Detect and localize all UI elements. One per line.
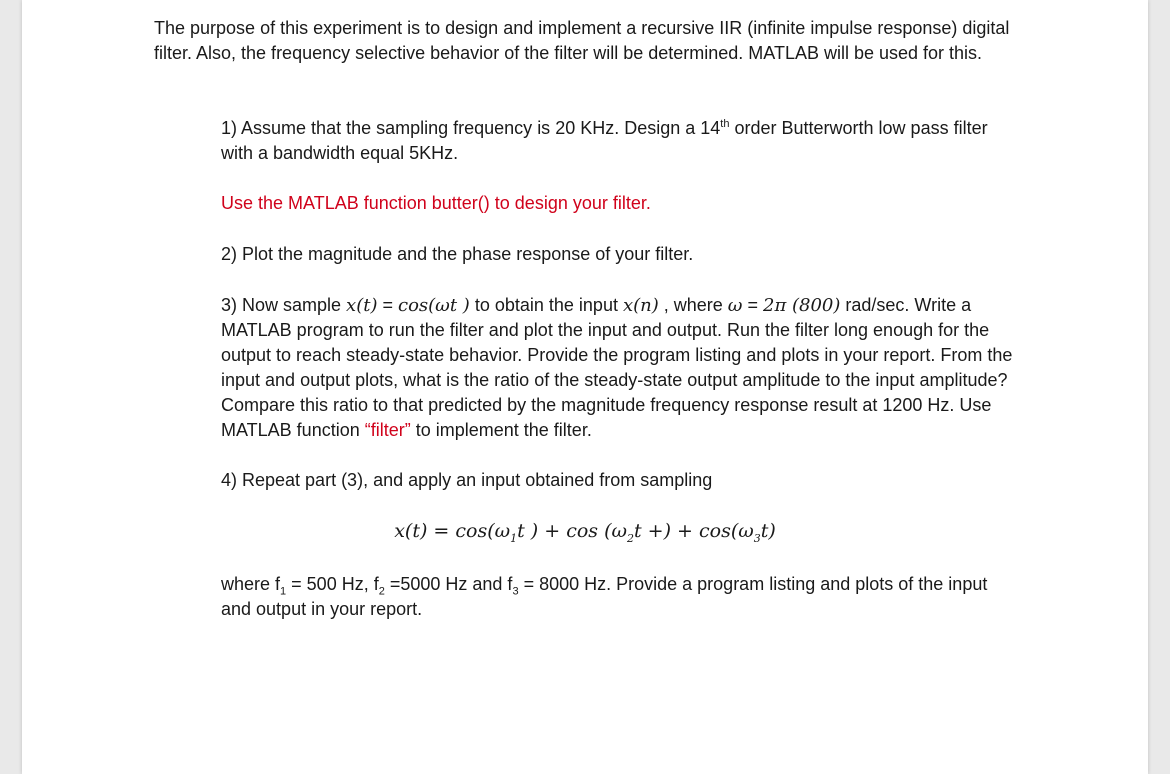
- input-equation: $x(t) = \cos(\omega_1t$ ) + $\cos (\omega_2t$ +) + $\cos(\omega_3t)$: [394, 520, 776, 545]
- question-2: 2) Plot the magnitude and the phase response of your filter.: [221, 244, 694, 264]
- where-paragraph: where $f_1 = 500$ Hz, $f_2 =5000$ Hz and $f_3 = 8000$ Hz. Provide a program listing and plots of the input and output in your report.: [221, 574, 988, 619]
- intro-paragraph: The purpose of this experiment is to design and implement a recursive IIR (infinite impulse response) digital filter. Also, the frequency selective behavior of the filter will be determined. MATLAB will be used for this.: [154, 18, 1010, 63]
- butter-note: Use the MATLAB function butter() to design your filter.: [221, 193, 651, 213]
- filter-function-name: “filter”: [364, 420, 411, 440]
- q1-number: 1): [221, 118, 238, 138]
- question-3: 3) Now sample x(t) = cos(ωt ) to obtain the input x(n) , where ω = 2π (800) rad/sec. Write a MATLAB program to run the filter and plot the input and output. Run the filter long enough for the output to reach steady-state behavior. Provide the program listing and plots in your report. From the input and output plots, what is the ratio of the steady-state output amplitude to the input amplitude? Compare this ratio to that predicted by the magnitude frequency response result at 1200 Hz. Use MATLAB function “filter” to implement the filter.: [221, 295, 1013, 440]
- document-page: [22, 0, 1148, 774]
- question-1: 1) Assume that the sampling frequency is 20 KHz. Design a 14th order Butterworth low pass filter with a bandwidth equal 5KHz.: [221, 118, 988, 163]
- question-4: 4) Repeat part (3), and apply an input obtained from sampling: [221, 470, 713, 490]
